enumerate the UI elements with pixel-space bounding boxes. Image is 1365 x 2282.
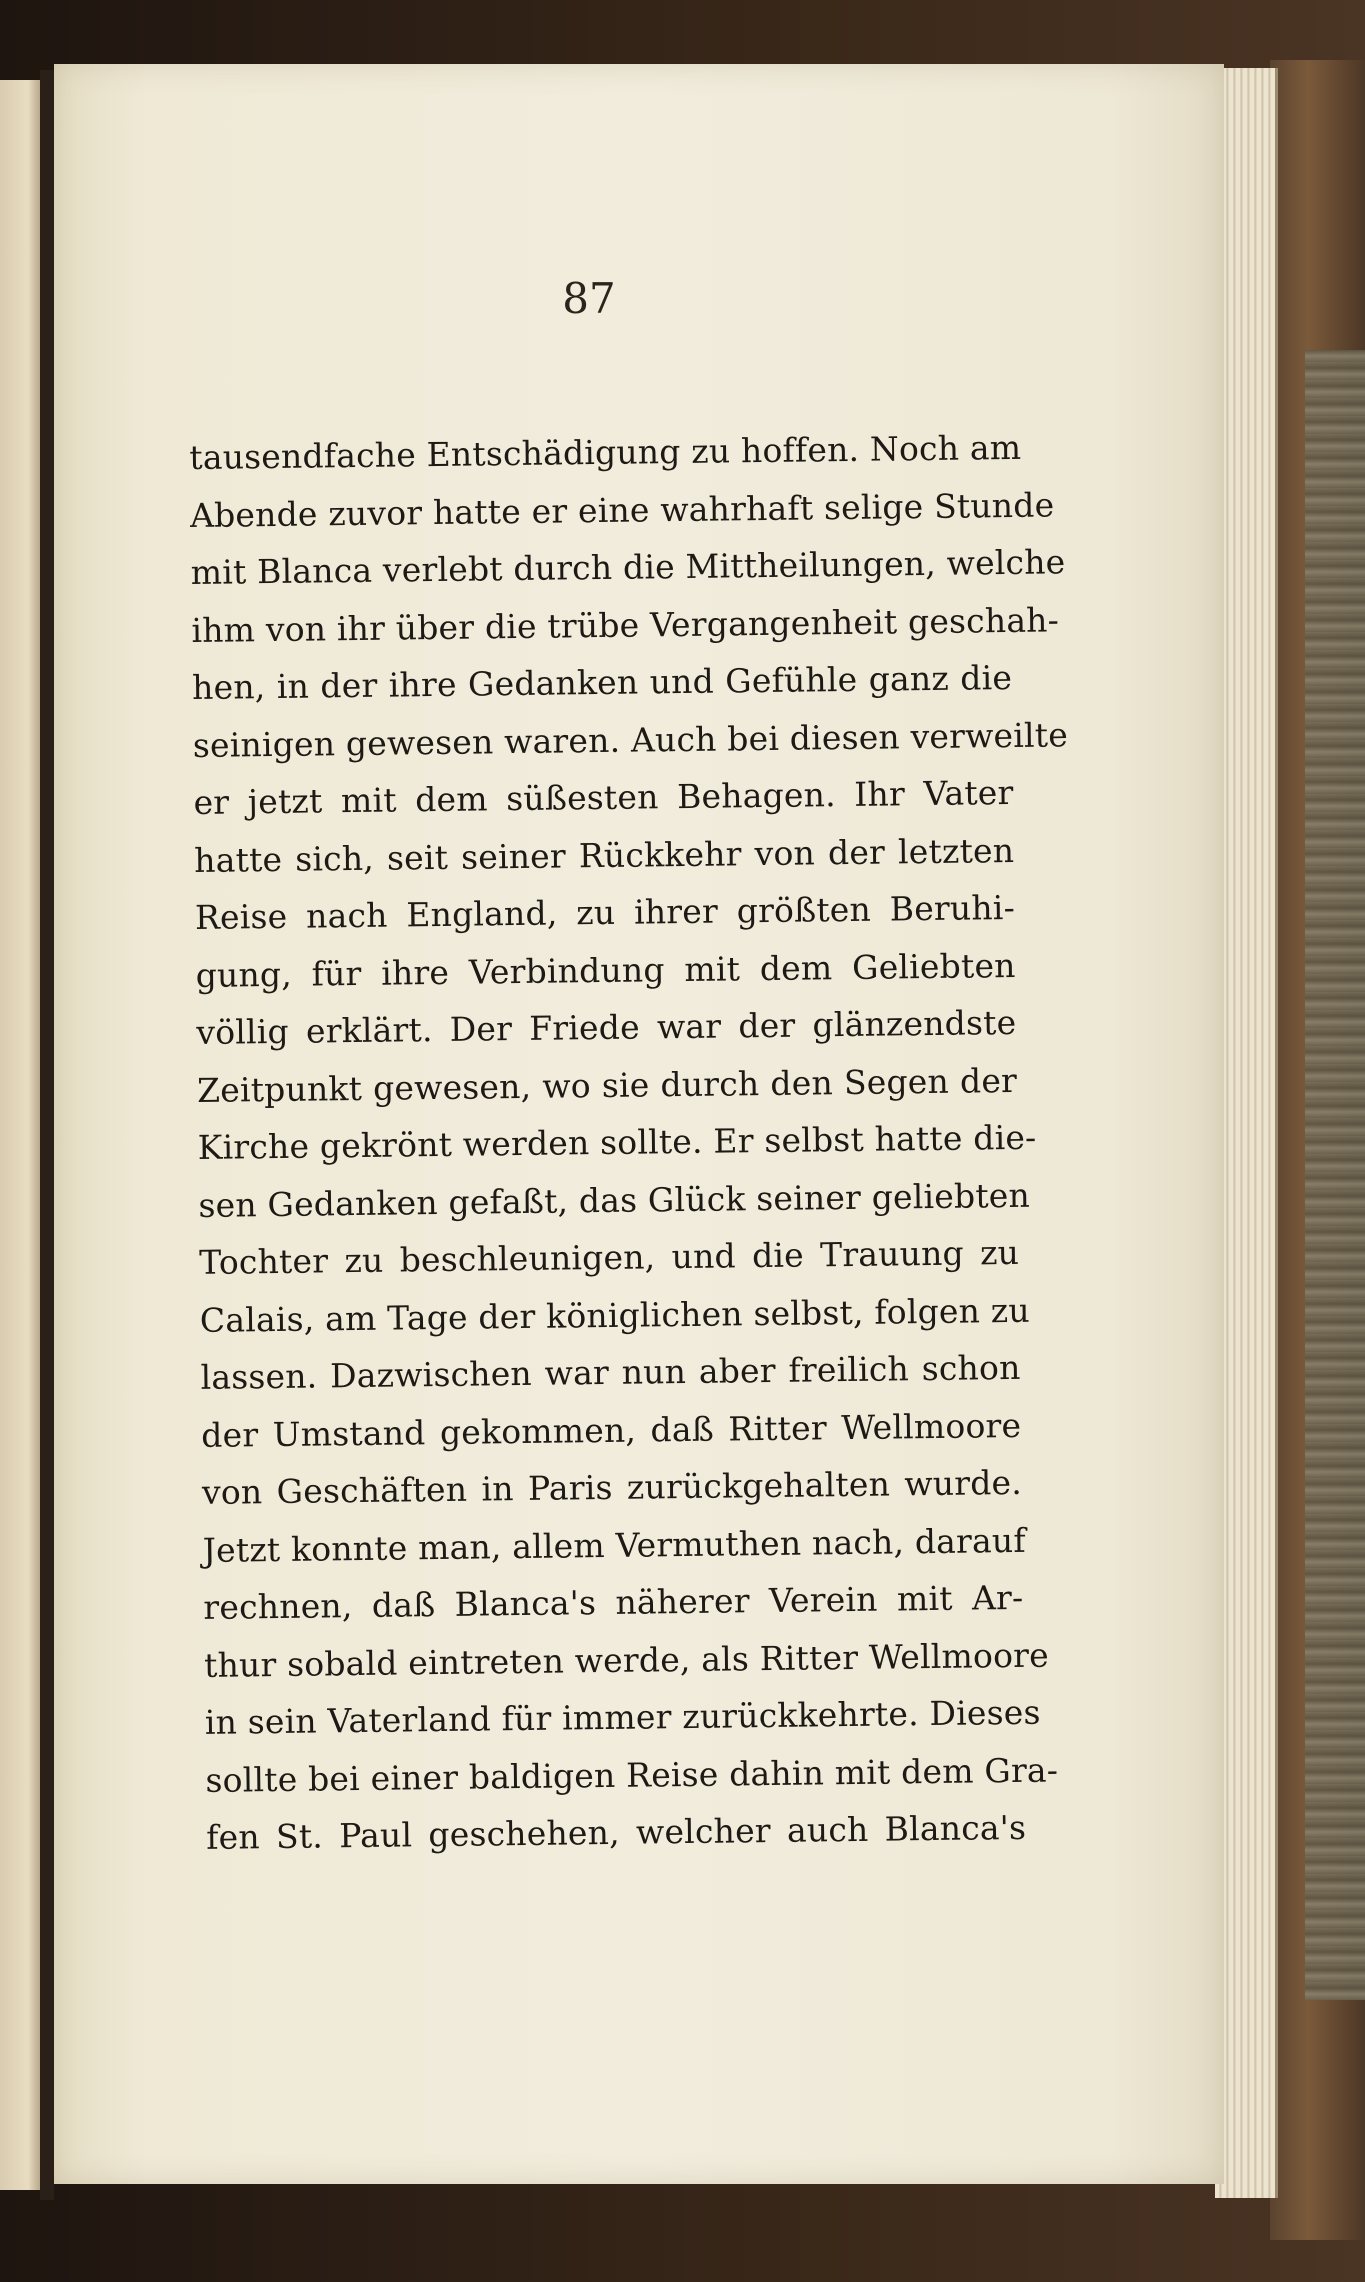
text-line: von Geschäften in Paris zurückgehalten wurde. <box>201 1462 1023 1512</box>
text-line: Tochter zu beschleunigen, und die Trauung zu <box>198 1232 1020 1282</box>
text-line: ihm von ihr über die trübe Vergangenheit geschah- <box>191 599 1060 650</box>
text-line: völlig erklärt. Der Friede war der glänzendste <box>196 1002 1017 1052</box>
text-line: lassen. Dazwischen war nun aber freilich schon <box>200 1347 1021 1397</box>
text-line: Abende zuvor hatte er eine wahrhaft selige Stunde <box>189 484 1055 535</box>
text-line: der Umstand gekommen, daß Ritter Wellmoore <box>201 1405 1022 1455</box>
text-line: hen, in der ihre Gedanken und Gefühle ganz die <box>191 657 1013 707</box>
text-line: thur sobald eintreten werde, als Ritter Wellmoore <box>203 1635 1050 1685</box>
cover-texture <box>1305 350 1365 2000</box>
text-line: Zeitpunkt gewesen, wo sie durch den Segen der <box>196 1060 1018 1110</box>
page-stack-edge <box>1215 68 1278 2198</box>
text-line: gung, für ihre Verbindung mit dem Geliebten <box>195 945 1016 995</box>
text-line: Calais, am Tage der königlichen selbst, folgen zu <box>199 1290 1031 1340</box>
text-line: hatte sich, seit seiner Rückkehr von der letzten <box>194 830 1015 880</box>
text-line: rechnen, daß Blanca's näherer Verein mit Ar- <box>203 1577 1024 1627</box>
text-line: Reise nach England, zu ihrer größten Beruhi- <box>194 887 1016 937</box>
text-line: tausendfache Entschädigung zu hoffen. Noch am <box>189 427 1022 477</box>
text-line: sollte bei einer baldigen Reise dahin mit dem Gra- <box>205 1749 1059 1800</box>
page-number: 87 <box>562 274 616 323</box>
text-line: mit Blanca verlebt durch die Mittheilungen, welche <box>190 542 1066 592</box>
book-page <box>54 64 1224 2184</box>
page-text-body <box>189 419 1069 1866</box>
text-line: Kirche gekrönt werden sollte. Er selbst hatte die- <box>197 1117 1037 1167</box>
text-line: sen Gedanken gefaßt, das Glück seiner geliebten <box>198 1175 1031 1225</box>
text-line: er jetzt mit dem süßesten Behagen. Ihr Vater <box>193 772 1014 822</box>
text-line: in sein Vaterland für immer zurückkehrte. Dieses <box>204 1692 1041 1742</box>
text-line: fen St. Paul geschehen, welcher auch Blanca's <box>205 1807 1027 1857</box>
book-binding <box>40 70 54 2200</box>
left-page-edge <box>0 80 42 2190</box>
text-line: Jetzt konnte man, allem Vermuthen nach, darauf <box>202 1520 1026 1570</box>
text-line: seinigen gewesen waren. Auch bei diesen verweilte <box>192 714 1069 765</box>
